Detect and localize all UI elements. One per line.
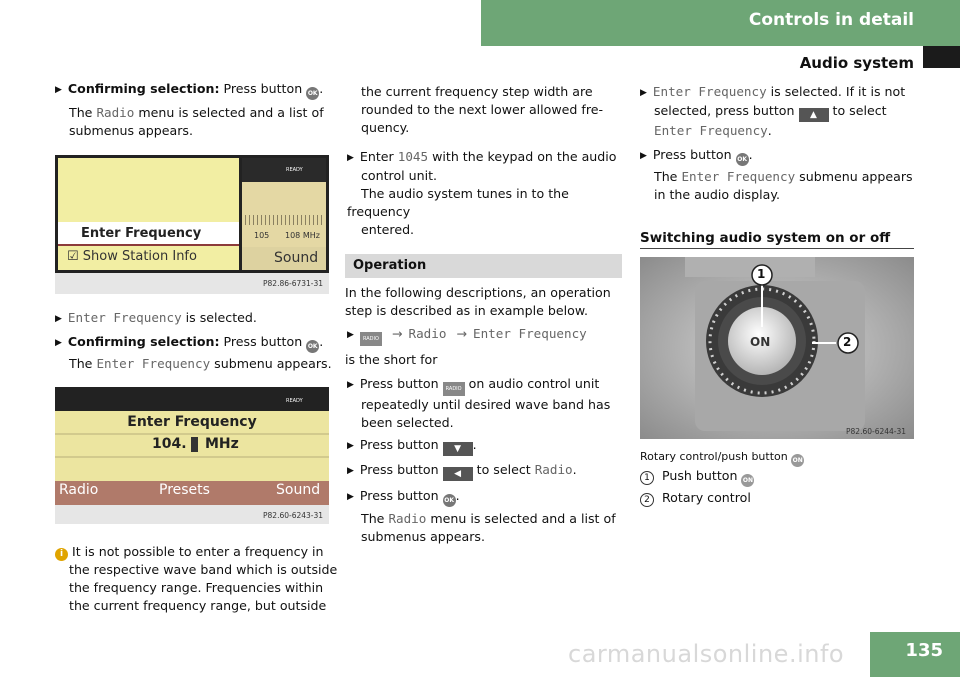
desc-text: in the audio display. (654, 187, 780, 202)
display-title: Enter Frequency (127, 414, 257, 430)
body-text: rounded to the next lower allowed fre- (361, 102, 604, 117)
up-arrow-key-icon: ▲ (799, 108, 829, 122)
figure-code: P82.60-6244-31 (846, 427, 907, 436)
body-text: the current frequency step width are (361, 84, 593, 99)
step-label: Confirming selection: (67, 81, 220, 96)
step-text: . (767, 123, 772, 138)
legend-push-button (640, 467, 754, 487)
desc-text: The (69, 356, 97, 371)
step-text: on audio control unit (464, 376, 600, 391)
step-press-ok (347, 487, 627, 507)
bullet-arrow-icon: ▶ (55, 85, 62, 95)
info-text: the respective wave band which is outside (69, 562, 338, 577)
operation-path-example (347, 325, 627, 346)
operation-intro (345, 284, 625, 320)
desc-text: submenus appears. (69, 123, 193, 138)
frequency-value: 104. (152, 436, 187, 452)
step-text: Press button (652, 147, 732, 162)
info-text: the current frequency range, but outside (69, 598, 327, 613)
step-enter-frequency-selected (55, 309, 335, 328)
desc-mono: Radio (388, 511, 427, 526)
figure-code: P82.60-6243-31 (263, 511, 324, 520)
display-screen-drawing (55, 387, 329, 524)
path-arrow: → (391, 326, 403, 341)
step-text: is selected. (181, 310, 257, 325)
header-marker (923, 46, 960, 68)
bullet-arrow-icon: ▶ (55, 338, 62, 348)
legend-text: Rotary control (662, 490, 751, 505)
step-enter-1045 (347, 148, 627, 239)
down-arrow-key-icon: ▼ (443, 442, 473, 456)
menu-item-show-station-info (67, 249, 197, 264)
step-text: Press button (359, 462, 439, 477)
bullet-arrow-icon: ▶ (640, 151, 647, 161)
sound-softkey: Sound (276, 482, 321, 498)
legend-rotary-control (640, 489, 751, 507)
step-text: repeatedly until desired wave band has (361, 397, 611, 412)
frequency-unit: MHz (205, 436, 239, 452)
checkbox-icon: ☑ (67, 249, 79, 264)
step-text: is selected. If it is not (766, 84, 906, 99)
step-text: Press button (359, 376, 439, 391)
number-1-icon: 1 (640, 471, 654, 485)
desc-text: menu is selected and a list of (134, 105, 324, 120)
step-text: to select (828, 103, 887, 118)
display-image-enter-frequency (55, 387, 329, 524)
path-enter-frequency: Enter Frequency (473, 326, 587, 341)
step-text: to select (472, 462, 535, 477)
on-button-icon: ON (791, 454, 804, 467)
step-mono: Enter Frequency (654, 123, 768, 138)
section-rule (640, 248, 914, 249)
freq-scale-start: 105 (254, 231, 270, 240)
radio-key-icon: RADIO (443, 382, 465, 396)
ok-button-icon: OK (306, 87, 319, 100)
bullet-arrow-icon: ▶ (640, 88, 647, 98)
on-button-icon: ON (741, 474, 754, 487)
section-heading-switching: Switching audio system on or off (640, 230, 891, 246)
step-description (69, 104, 339, 140)
step-text: . (455, 488, 460, 503)
bullet-arrow-icon: ▶ (347, 441, 354, 451)
legend-text: Push button (662, 468, 738, 483)
path-radio: Radio (408, 326, 447, 341)
short-for-text: is the short for (345, 352, 438, 367)
desc-mono: Radio (96, 105, 135, 120)
figure-caption (640, 448, 804, 467)
rotary-control-photo (640, 257, 914, 439)
step-description (654, 168, 924, 204)
left-arrow-key-icon: ◀ (443, 467, 473, 481)
step-press-ok (640, 146, 920, 166)
step-text: Press button (359, 437, 439, 452)
step-text: Press button (223, 81, 303, 96)
step-press-radio (347, 375, 627, 432)
step-text: selected, press button (654, 103, 795, 118)
body-text: quency. (361, 120, 410, 135)
menu-item-enter-frequency: Enter Frequency (81, 226, 202, 241)
freq-scale-end: 108 MHz (285, 231, 320, 240)
ok-button-icon: OK (736, 153, 749, 166)
step-enter-frequency-check (640, 83, 920, 140)
step-text: . (748, 147, 753, 162)
callout-2: 2 (843, 335, 852, 349)
desc-text: submenu appears. (210, 356, 332, 371)
step-text: Press button (359, 488, 439, 503)
step-label: Confirming selection: (67, 334, 220, 349)
display-screen-drawing (55, 155, 329, 294)
radio-key-icon: RADIO (360, 332, 382, 346)
step-text: The audio system tunes in to the frequency (347, 186, 569, 219)
step-press-left (347, 461, 627, 481)
operation-heading: Operation (353, 258, 427, 273)
step-description (69, 355, 339, 373)
desc-text: submenus appears. (361, 529, 485, 544)
ok-button-icon: OK (443, 494, 456, 507)
section-heading: Controls in detail (748, 10, 914, 30)
step-text: entered. (361, 222, 415, 237)
ready-indicator: READY (286, 398, 303, 404)
info-note (55, 543, 340, 615)
step-confirm-selection-2: ▶ Confirming selection: Press button OK . (55, 333, 335, 353)
step-press-down (347, 436, 627, 456)
desc-text: The (654, 169, 682, 184)
step-confirm-selection-1: ▶ Confirming selection: Press button OK . (55, 80, 335, 100)
number-2-icon: 2 (640, 493, 654, 507)
radio-softkey: Radio (59, 482, 99, 498)
callout-1: 1 (757, 267, 766, 281)
step-text: control unit. (361, 168, 438, 183)
desc-text: The (69, 105, 97, 120)
step-text: with the keypad on the audio (428, 149, 617, 164)
bullet-arrow-icon: ▶ (347, 466, 354, 476)
sound-softkey: Sound (274, 250, 319, 266)
menu-item-label: Show Station Info (82, 249, 197, 264)
step-mono: Enter Frequency (652, 84, 767, 99)
figure-code: P82.86-6731-31 (263, 279, 324, 288)
step-text: . (572, 462, 577, 477)
info-text: It is not possible to enter a frequency in (72, 544, 324, 559)
desc-mono: Enter Frequency (681, 169, 796, 184)
display-image-menu (55, 155, 329, 294)
desc-text: menu is selected and a list of (426, 511, 616, 526)
desc-text: submenu appears (795, 169, 913, 184)
bullet-arrow-icon: ▶ (347, 153, 354, 163)
info-note-continued (361, 83, 626, 137)
step-description (361, 510, 631, 546)
bullet-arrow-icon: ▶ (55, 314, 62, 324)
step-text: Press button (223, 334, 303, 349)
info-icon: i (55, 548, 68, 561)
bullet-arrow-icon: ▶ (347, 380, 354, 390)
step-text: Enter (359, 149, 398, 164)
watermark: carmanualsonline.info (568, 640, 845, 668)
ready-indicator: READY (286, 167, 303, 173)
bullet-arrow-icon: ▶ (347, 330, 354, 340)
step-text: been selected. (361, 415, 454, 430)
info-text: the frequency range. Frequencies within (69, 580, 324, 595)
ok-button-icon: OK (306, 340, 319, 353)
step-text: . (472, 437, 477, 452)
page-title: Audio system (799, 54, 914, 72)
page-number: 135 (905, 640, 943, 661)
on-label: ON (750, 335, 771, 349)
path-arrow: → (456, 326, 467, 341)
caption-text: Rotary control/push button (640, 450, 788, 463)
presets-softkey: Presets (159, 482, 210, 498)
step-mono: Radio (534, 462, 573, 477)
rotary-control-drawing (640, 257, 914, 439)
step-mono: 1045 (397, 149, 429, 164)
body-text: In the following descriptions, an operation (345, 285, 611, 300)
step-mono: Enter Frequency (67, 310, 182, 325)
bullet-arrow-icon: ▶ (347, 492, 354, 502)
desc-mono: Enter Frequency (96, 356, 211, 371)
desc-text: The (361, 511, 389, 526)
body-text: step is described as in example below. (345, 303, 589, 318)
